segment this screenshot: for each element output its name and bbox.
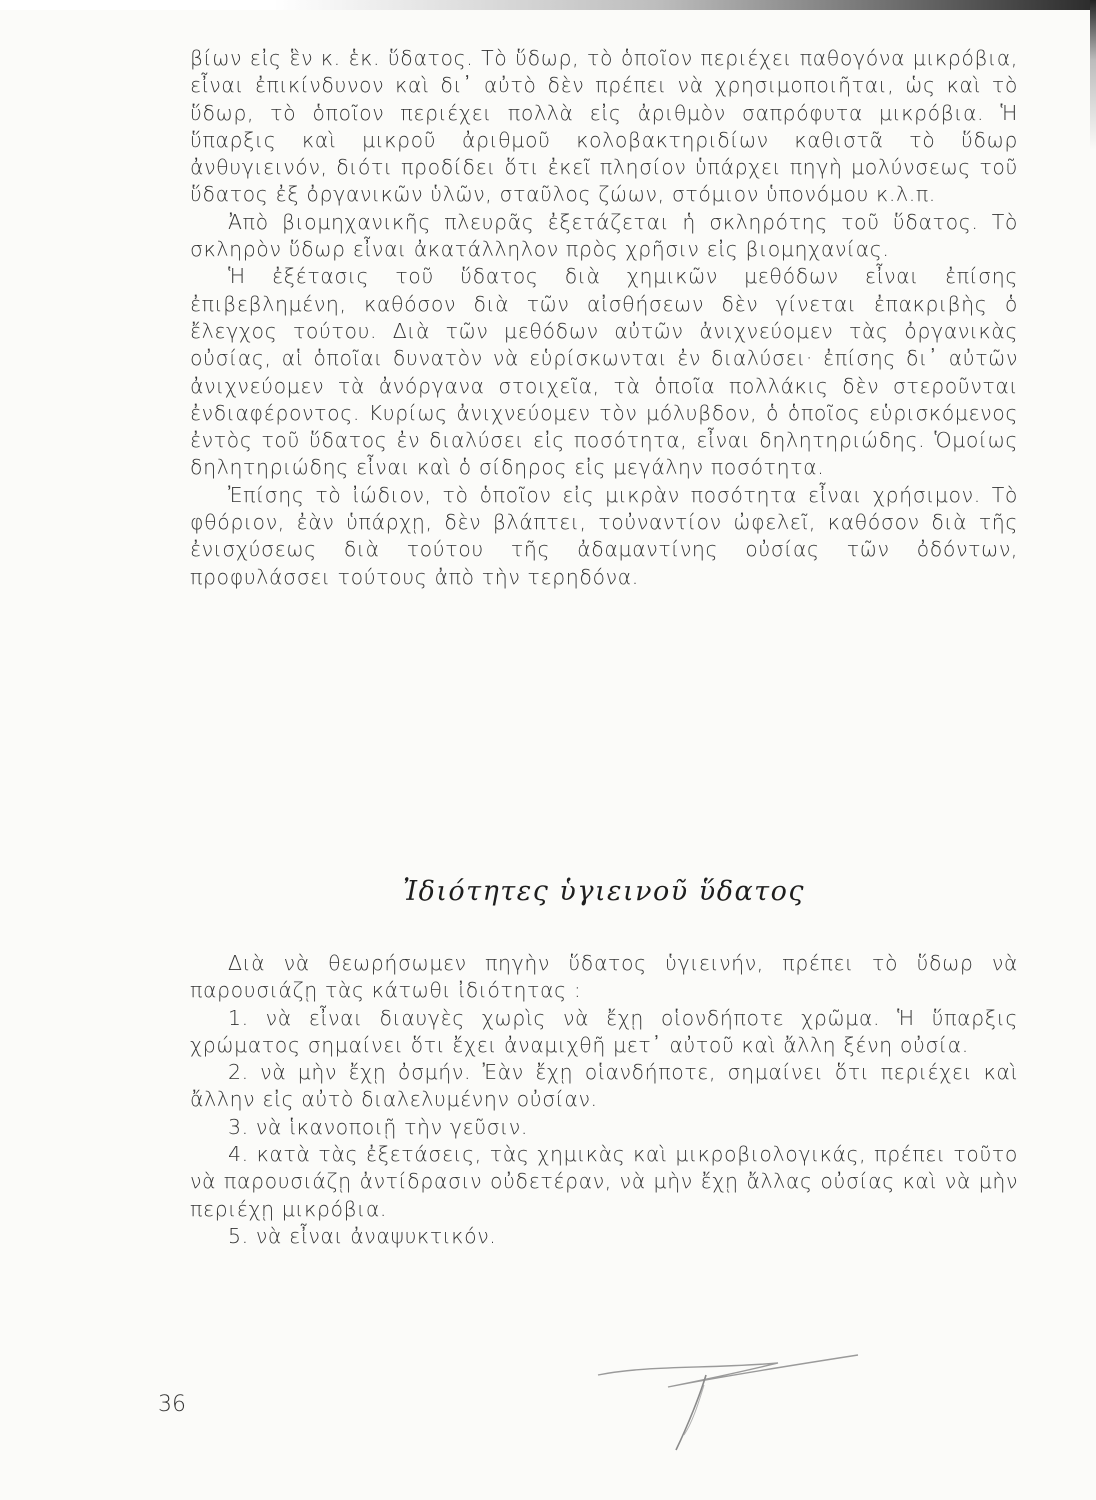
handwritten-signature <box>588 1335 878 1455</box>
list-item: 1. νὰ εἶναι διαυγὲς χωρὶς νὰ ἔχῃ οἱονδήποτε χρῶμα. Ἡ ὕπαρξις χρώματος σημαίνει ὅτι ἔχει ἀναμιχθῆ μετ᾽ αὐτοῦ καὶ ἄλλη ξένη οὐσία. <box>190 1005 1018 1057</box>
page-right-edge <box>1090 0 1096 1500</box>
list-item: 2. νὰ μὴν ἔχῃ ὀσμήν. Ἐὰν ἔχῃ οἱανδήποτε, σημαίνει ὅτι περιέχει καὶ ἄλλην εἰς αὐτὸ διαλελυμένην οὐσίαν. <box>190 1060 1018 1112</box>
paragraph-1: βίων εἰς ἓν κ. ἑκ. ὕδατος. Τὸ ὕδωρ, τὸ ὁποῖον περιέχει παθογόνα μικρόβια, εἶναι ἐπικίνδυνον καὶ δι᾽ αὐτὸ δὲν πρέπει νὰ χρησιμοποιῆται, ὡς καὶ τὸ ὕδωρ, τὸ ὁποῖον περιέχει πολλὰ εἰς ἀριθμὸν σαπρόφυτα μικρόβια. Ἡ ὕπαρξις καὶ μικροῦ ἀριθμοῦ κολοβακτηριδίων καθιστᾶ τὸ ὕδωρ ἀνθυγιεινόν, διότι προδίδει ὅτι ἐκεῖ πλησίον ὑπάρχει πηγὴ μολύνσεως τοῦ ὕδατος ἐξ ὀργανικῶν ὑλῶν, σταῦλος ζώων, στόμιον ὑπονόμου κ.λ.π. <box>190 46 1018 207</box>
page-number: 36 <box>158 1392 186 1417</box>
intro-paragraph: Διὰ νὰ θεωρήσωμεν πηγὴν ὕδατος ὑγιεινήν, πρέπει τὸ ὕδωρ νὰ παρουσιάζῃ τὰς κάτωθι ἰδιότητας : <box>190 951 1018 1003</box>
body-text-part1 <box>190 45 1018 591</box>
page-top-edge <box>0 0 1096 10</box>
section-heading: Ἰδιότητες ὑγιεινοῦ ὕδατος <box>403 876 805 907</box>
body-text-part2 <box>190 950 1018 1250</box>
paragraph-2: Ἀπὸ βιομηχανικῆς πλευρᾶς ἐξετάζεται ἡ σκληρότης τοῦ ὕδατος. Τὸ σκληρὸν ὕδωρ εἶναι ἀκατάλληλον πρὸς χρῆσιν εἰς βιομηχανίας. <box>190 209 1018 262</box>
paragraph-4: Ἐπίσης τὸ ἰώδιον, τὸ ὁποῖον εἰς μικρὰν ποσότητα εἶναι χρήσιμον. Τὸ φθόριον, ἐὰν ὑπάρχῃ, δὲν βλάπτει, τοὐναντίον ὠφελεῖ, καθόσον διὰ τῆς ἐνισχύσεως διὰ τούτου τῆς ἀδαμαντίνης οὐσίας τῶν ὀδόντων, προφυλάσσει τούτους ἀπὸ τὴν τερηδόνα. <box>190 482 1018 589</box>
paragraph-3: Ἡ ἐξέτασις τοῦ ὕδατος διὰ χημικῶν μεθόδων εἶναι ἐπίσης ἐπιβεβλημένη, καθόσον διὰ τῶν αἰσθήσεων δὲν γίνεται ἐπακριβὴς ὁ ἔλεγχος τούτου. Διὰ τῶν μεθόδων αὐτῶν ἀνιχνεύομεν τὰς ὀργανικὰς οὐσίας, αἱ ὁποῖαι δυνατὸν νὰ εὑρίσκωνται ἐν διαλύσει· ἐπίσης δι᾽ αὐτῶν ἀνιχνεύομεν τὰ ἀνόργανα στοιχεῖα, τὰ ὁποῖα πολλάκις δὲν στεροῦνται ἐνδιαφέροντος. Κυρίως ἀνιχνεύομεν τὸν μόλυβδον, ὁ ὁποῖος εὑρισκόμενος ἐντὸς τοῦ ὕδατος ἐν διαλύσει εἰς ποσότητα, εἶναι δηλητηριώδης. Ὁμοίως δηλητηριώδης εἶναι καὶ ὁ σίδηρος εἰς μεγάλην ποσότητα. <box>190 264 1018 480</box>
list-item: 4. κατὰ τὰς ἐξετάσεις, τὰς χημικὰς καὶ μικροβιολογικάς, πρέπει τοῦτο νὰ παρουσιάζῃ ἀντίδρασιν οὐδετέραν, νὰ μὴν ἔχῃ ἄλλας οὐσίας καὶ νὰ μὴν περιέχῃ μικρόβια. <box>190 1142 1018 1221</box>
list-item: 5. νὰ εἶναι ἀναψυκτικόν. <box>228 1223 497 1248</box>
list-item: 3. νὰ ἱκανοποιῇ τὴν γεῦσιν. <box>228 1114 528 1139</box>
